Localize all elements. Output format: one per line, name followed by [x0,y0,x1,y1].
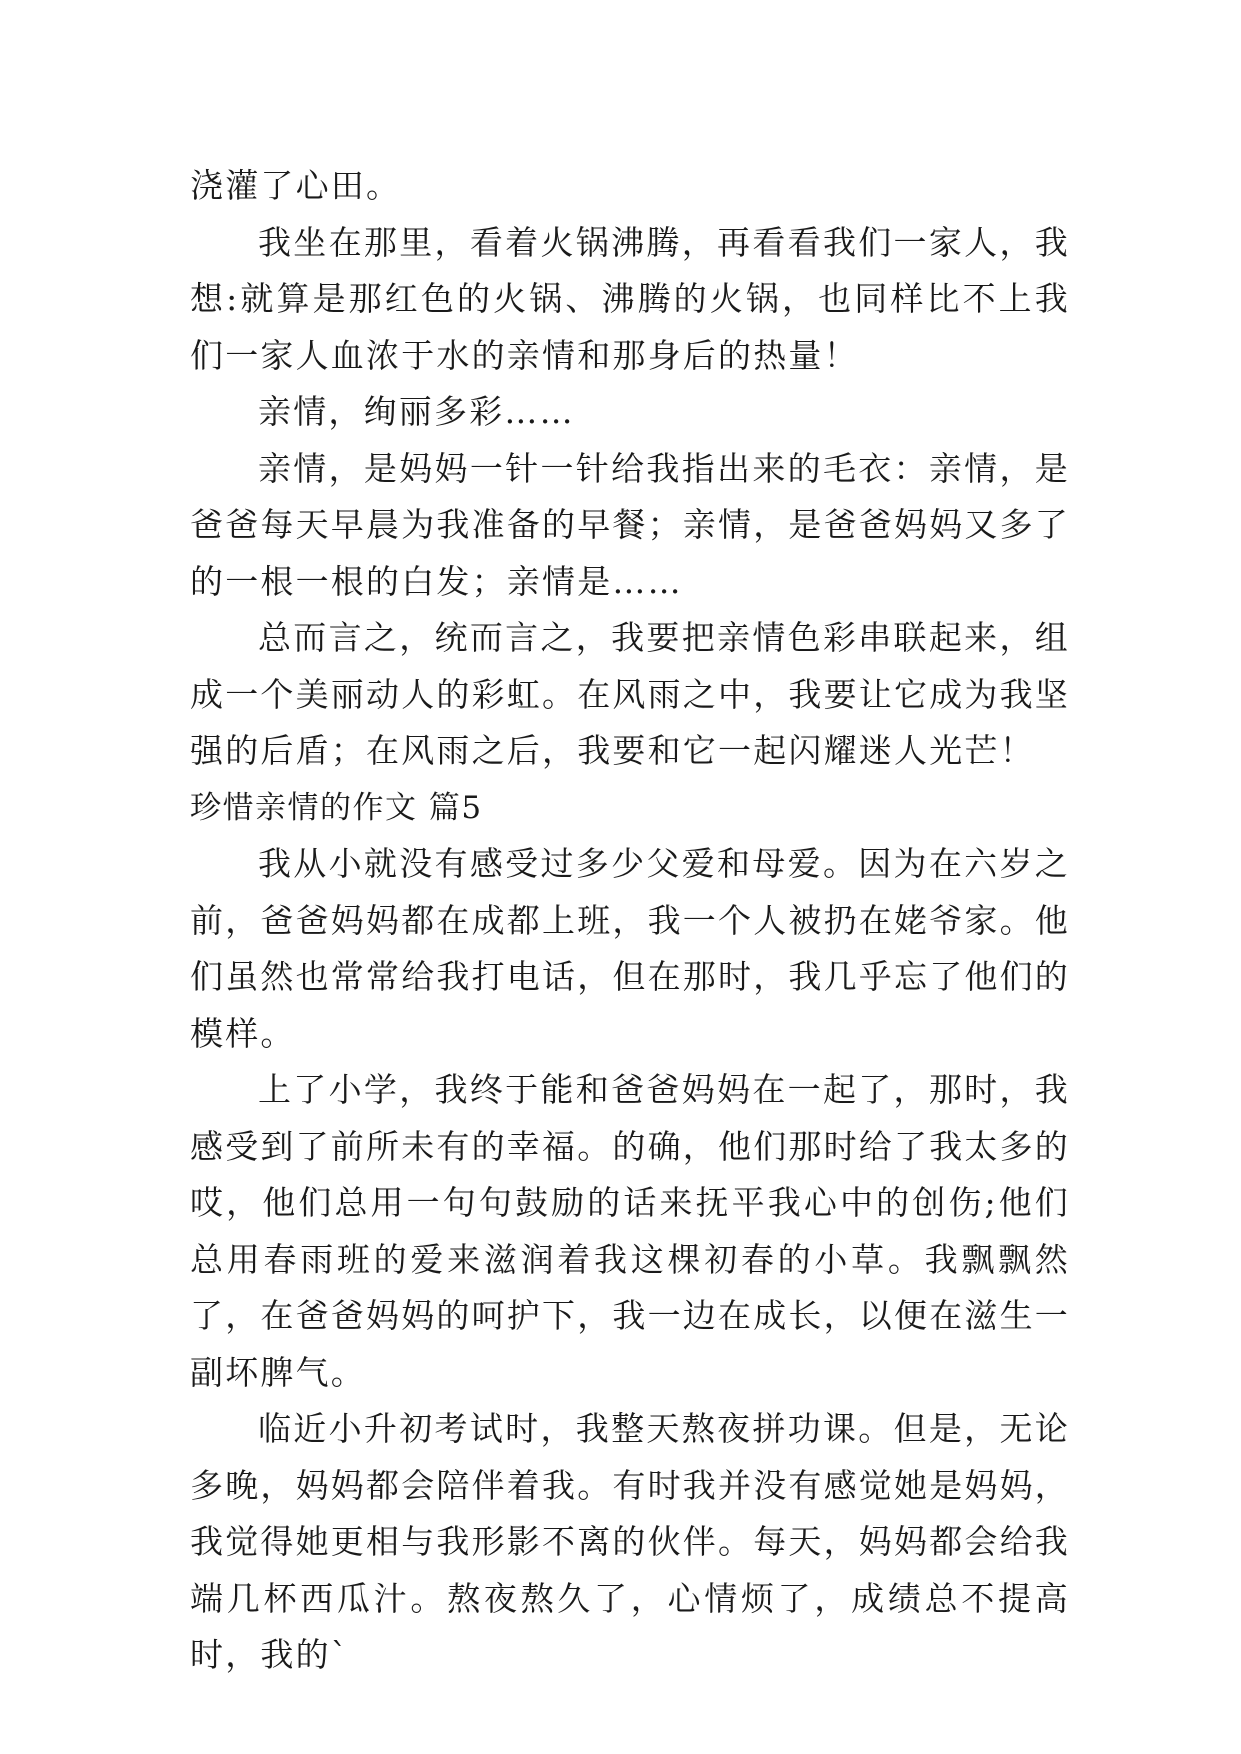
paragraph: 亲情，绚丽多彩…… [258,392,575,431]
paragraph: 浇灌了心田。 [190,166,402,205]
paragraph: 我坐在那里，看着火锅沸腾，再看看我们一家人，我想:就算是那红色的火锅、沸腾的火锅，也同样比不上我们一家人血浓于水的亲情和那身后的热量！ [190,222,1070,375]
paragraph: 我从小就没有感受过多少父爱和母爱。因为在六岁之前，爸爸妈妈都在成都上班，我一个人被扔在姥爷家。他们虽然也常常给我打电话，但在那时，我几乎忘了他们的模样。 [190,844,1070,1053]
paragraph: 临近小升初考试时，我整天熬夜拼功课。但是，无论多晚，妈妈都会陪伴着我。有时我并没有感觉她是妈妈，我觉得她更相与我形影不离的伙伴。每天，妈妈都会给我端几杯西瓜汁。熬夜熬久了，心情烦了，成绩总不提高时，我的` [190,1409,1070,1674]
section-heading: 珍惜亲情的作文 篇5 [190,789,483,826]
paragraph: 总而言之，统而言之，我要把亲情色彩串联起来，组成一个美丽动人的彩虹。在风雨之中，我要让它成为我坚强的后盾；在风雨之后，我要和它一起闪耀迷人光芒！ [190,618,1070,770]
document-body [190,158,1070,1684]
paragraph: 上了小学，我终于能和爸爸妈妈在一起了，那时，我感受到了前所未有的幸福。的确，他们那时给了我太多的哎，他们总用一句句鼓励的话来抚平我心中的创伤;他们总用春雨班的爱来滋润着我这棵初春的小草。我飘飘然了，在爸爸妈妈的呵护下，我一边在成长，以便在滋生一副坏脾气。 [190,1070,1070,1392]
paragraph: 亲情，是妈妈一针一针给我指出来的毛衣：亲情，是爸爸每天早晨为我准备的早餐；亲情，是爸爸妈妈又多了的一根一根的白发；亲情是…… [190,448,1070,601]
